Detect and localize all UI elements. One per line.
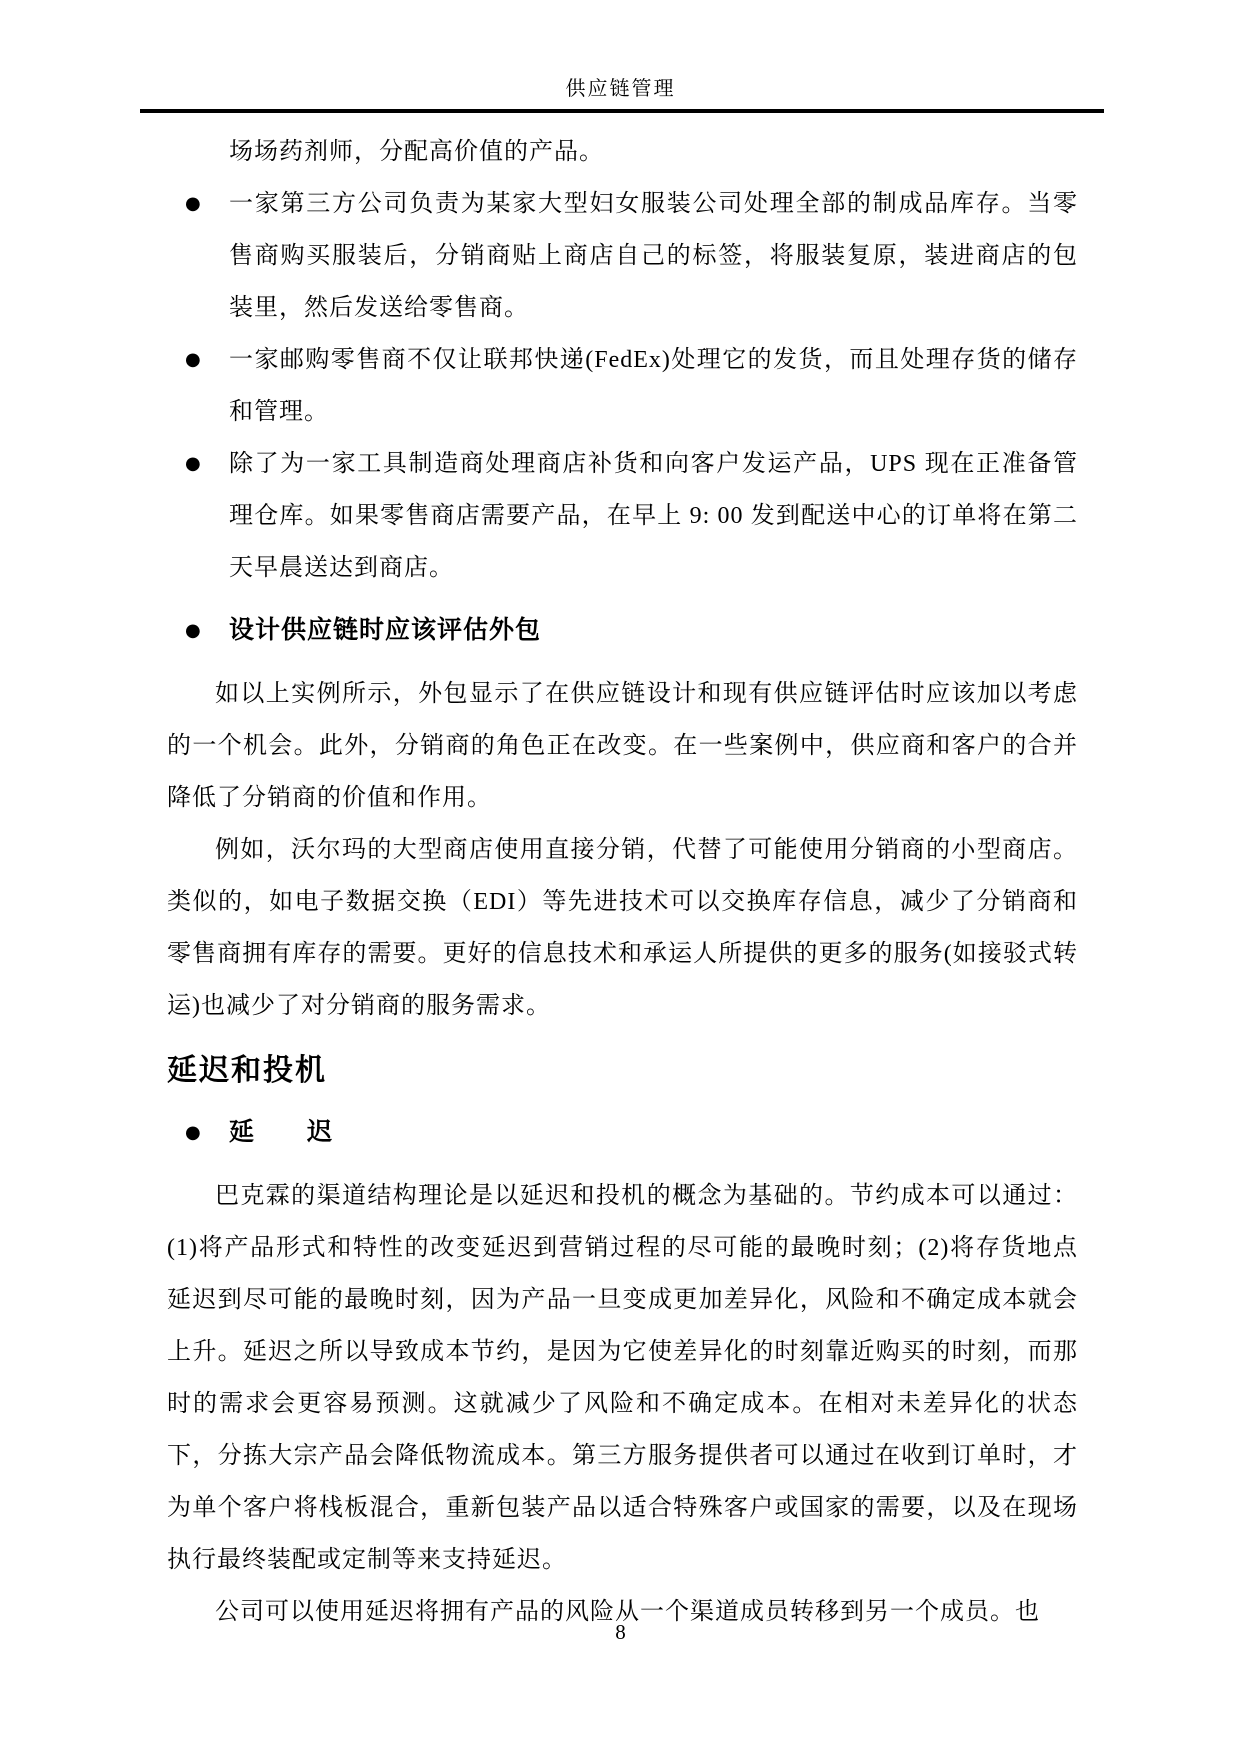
bullet-item [167,438,1078,594]
outsourcing-heading [167,604,1078,658]
body-paragraph: 例如，沃尔玛的大型商店使用直接分销，代替了可能使用分销商的小型商店。类似的，如电子数据交换（EDI）等先进技术可以交换库存信息，减少了分销商和零售商拥有库存的需要。更好的信息技术和承运人所提供的更多的服务(如接驳式转运)也减少了对分销商的服务需求。 [167,837,1078,1019]
bullet-icon: ● [185,1122,202,1143]
header-rule [140,109,1104,113]
bullet-icon: ● [185,453,202,474]
bullet-icon: ● [185,620,202,641]
outsourcing-heading-text: 设计供应链时应该评估外包 [229,617,542,644]
body-paragraph: 如以上实例所示，外包显示了在供应链设计和现有供应链评估时应该加以考虑的一个机会。此外，分销商的角色正在改变。在一些案例中，供应商和客户的合并降低了分销商的价值和作用。 [167,681,1078,811]
page-number: 8 [615,1620,626,1644]
bullet-item [167,178,1078,334]
bullet-item [167,334,1078,438]
postponement-heading-text: 延 迟 [229,1119,334,1146]
page-body [167,126,1078,1638]
bullet-icon: ● [185,349,202,370]
bullet-item-text: 一家第三方公司负责为某家大型妇女服装公司处理全部的制成品库存。当零售商购买服装后，分销商贴上商店自己的标签，将服装复原，装进商店的包装里，然后发送给零售商。 [229,191,1078,321]
section-heading: 延迟和投机 [167,1054,327,1087]
bullet-item-text: 除了为一家工具制造商处理商店补货和向客户发运产品，UPS 现在正准备管理仓库。如果零售商店需要产品，在早上 9: 00 发到配送中心的订单将在第二天早晨送达到商店。 [229,451,1078,581]
bullet-continuation-text: 场场药剂师，分配高价值的产品。 [229,139,604,165]
bullet-item-text: 一家邮购零售商不仅让联邦快递(FedEx)处理它的发货，而且处理存货的储存和管理。 [229,347,1078,425]
postponement-heading [167,1106,1078,1160]
body-paragraph: 公司可以使用延迟将拥有产品的风险从一个渠道成员转移到另一个成员。也 [215,1599,1040,1625]
running-header-title: 供应链管理 [565,78,676,100]
body-paragraph: 巴克霖的渠道结构理论是以延迟和投机的概念为基础的。节约成本可以通过：(1)将产品形式和特性的改变延迟到营销过程的尽可能的最晚时刻；(2)将存货地点延迟到尽可能的最晚时刻，因为产品一旦变成更加差异化，风险和不确定成本就会上升。延迟之所以导致成本节约，是因为它使差异化的时刻靠近购买的时刻，而那时的需求会更容易预测。这就减少了风险和不确定成本。在相对未差异化的状态下，分拣大宗产品会降低物流成本。第三方服务提供者可以通过在收到订单时，才为单个客户将栈板混合，重新包装产品以适合特殊客户或国家的需要，以及在现场执行最终装配或定制等来支持延迟。 [167,1183,1078,1573]
bullet-icon: ● [185,193,202,214]
